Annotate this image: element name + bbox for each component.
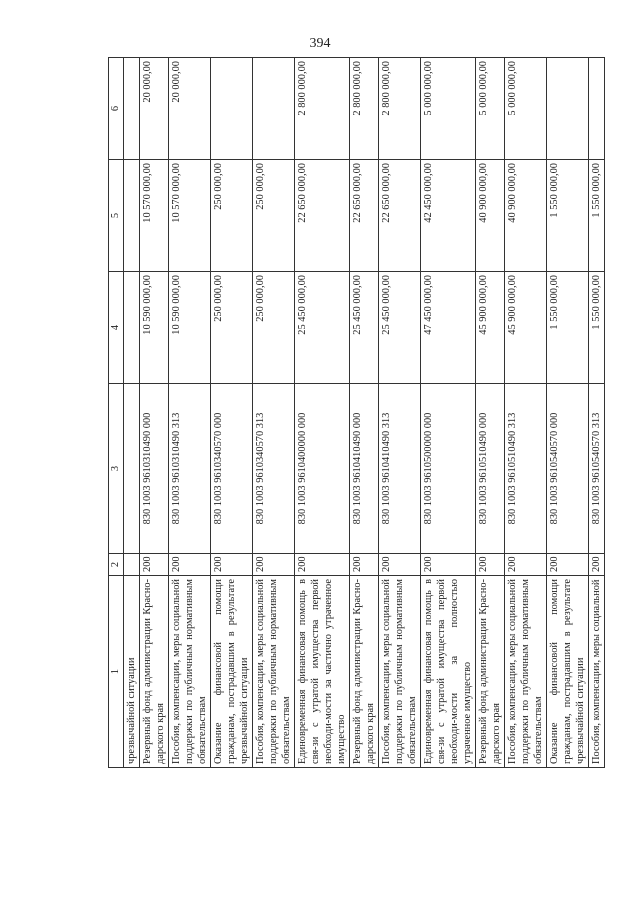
row-name: Единовременная финансовая помощь в свя-зи с утратой имущества первой необходи-мости за полностью утраченное имущество: [421, 576, 476, 768]
table-row: [547, 58, 589, 768]
row-kbk: 830 1003 9610410490 313: [379, 384, 421, 554]
row-kbk: 830 1003 9610510490 000: [476, 384, 505, 554]
table-row: [169, 58, 211, 768]
row-kbk: 830 1003 9610410490 000: [350, 384, 379, 554]
row-kbk: 830 1003 9610510490 313: [505, 384, 547, 554]
row-amount-col6: [547, 58, 589, 160]
header-col-3: 3: [109, 384, 124, 554]
row-amount-col5: 10 570 000,00: [140, 160, 169, 272]
row-name: Пособия, компенсации, меры социальной поддержки по публичным нормативным обязательствам: [169, 576, 211, 768]
row-name: Резервный фонд администрации Красно-дарского края: [350, 576, 379, 768]
row-amount-col5: 1 550 000,00: [589, 160, 605, 272]
row-amount-col5: 1 550 000,00: [547, 160, 589, 272]
table-row: [421, 58, 476, 768]
row-amount-col4: 25 450 000,00: [379, 272, 421, 384]
header-col-4: 4: [109, 272, 124, 384]
row-amount-col4: 250 000,00: [253, 272, 295, 384]
table-row: [379, 58, 421, 768]
continuation-text: чрезвычайной ситуации: [124, 576, 140, 768]
row-code: 200: [211, 554, 253, 576]
row-kbk: 830 1003 9610340570 000: [211, 384, 253, 554]
row-amount-col4: 1 550 000,00: [547, 272, 589, 384]
row-kbk: 830 1003 9610310490 313: [169, 384, 211, 554]
row-amount-col5: 250 000,00: [253, 160, 295, 272]
row-amount-col4: 10 590 000,00: [140, 272, 169, 384]
row-amount-col6: 2 800 000,00: [295, 58, 350, 160]
row-kbk: 830 1003 9610310490 000: [140, 384, 169, 554]
row-name: Единовременная финансовая помощь в свя-зи с утратой имущества первой необходи-мости за частично утраченное имущество: [295, 576, 350, 768]
row-amount-col5: 42 450 000,00: [421, 160, 476, 272]
table-row: [211, 58, 253, 768]
row-amount-col6: 5 000 000,00: [421, 58, 476, 160]
row-amount-col6: [211, 58, 253, 160]
row-name: Пособия, компенсации, меры социальной поддержки по публичным нормативным обязательствам: [253, 576, 295, 768]
row-amount-col5: 10 570 000,00: [169, 160, 211, 272]
row-code: 200: [253, 554, 295, 576]
row-code: 200: [169, 554, 211, 576]
row-amount-col4: 25 450 000,00: [350, 272, 379, 384]
table-row: [589, 58, 605, 768]
row-kbk: 830 1003 9610500000 000: [421, 384, 476, 554]
row-name: Пособия, компенсации, меры социальной поддержки по публичным нормативным обязательствам: [379, 576, 421, 768]
header-col-2: 2: [109, 554, 124, 576]
row-amount-col6: 20 000,00: [169, 58, 211, 160]
row-kbk: 830 1003 9610400000 000: [295, 384, 350, 554]
row-amount-col6: [589, 58, 605, 160]
row-name: Оказание финансовой помощи гражданам, пострадавшим в результате чрезвычайной ситуации: [211, 576, 253, 768]
row-code: 200: [350, 554, 379, 576]
row-amount-col4: 1 550 000,00: [589, 272, 605, 384]
header-col-5: 5: [109, 160, 124, 272]
row-amount-col4: 45 900 000,00: [505, 272, 547, 384]
continuation-row: [124, 58, 140, 768]
budget-table: [108, 57, 605, 768]
row-amount-col6: 5 000 000,00: [476, 58, 505, 160]
page-number: 394: [309, 36, 331, 51]
table-row: [476, 58, 505, 768]
table-row: [505, 58, 547, 768]
header-row: [109, 58, 124, 768]
row-code: 200: [589, 554, 605, 576]
row-amount-col5: 40 900 000,00: [505, 160, 547, 272]
row-code: 200: [547, 554, 589, 576]
row-amount-col6: 5 000 000,00: [505, 58, 547, 160]
row-amount-col6: 2 800 000,00: [350, 58, 379, 160]
row-code: 200: [421, 554, 476, 576]
table-row: [140, 58, 169, 768]
row-kbk: 830 1003 9610340570 313: [253, 384, 295, 554]
row-amount-col5: 22 650 000,00: [350, 160, 379, 272]
row-amount-col4: 25 450 000,00: [295, 272, 350, 384]
row-amount-col5: 22 650 000,00: [295, 160, 350, 272]
row-amount-col5: 250 000,00: [211, 160, 253, 272]
header-col-1: 1: [109, 576, 124, 768]
row-code: 200: [140, 554, 169, 576]
row-name: Оказание финансовой помощи гражданам, пострадавшим в результате чрезвычайной ситуации: [547, 576, 589, 768]
row-amount-col5: 22 650 000,00: [379, 160, 421, 272]
row-name: Резервный фонд администрации Красно-дарского края: [476, 576, 505, 768]
row-amount-col4: 10 590 000,00: [169, 272, 211, 384]
row-amount-col5: 40 900 000,00: [476, 160, 505, 272]
header-col-6: 6: [109, 58, 124, 160]
row-code: 200: [295, 554, 350, 576]
row-kbk: 830 1003 9610540570 000: [547, 384, 589, 554]
budget-table-container: [108, 58, 600, 768]
row-code: 200: [379, 554, 421, 576]
row-code: 200: [476, 554, 505, 576]
row-amount-col6: [253, 58, 295, 160]
row-amount-col4: 45 900 000,00: [476, 272, 505, 384]
row-name: Резервный фонд администрации Красно-дарского края: [140, 576, 169, 768]
row-kbk: 830 1003 9610540570 313: [589, 384, 605, 554]
row-name: Пособия, компенсации, меры социальной: [589, 576, 605, 768]
table-row: [350, 58, 379, 768]
row-amount-col4: 250 000,00: [211, 272, 253, 384]
row-amount-col6: 20 000,00: [140, 58, 169, 160]
table-row: [295, 58, 350, 768]
row-code: 200: [505, 554, 547, 576]
row-amount-col4: 47 450 000,00: [421, 272, 476, 384]
table-row: [253, 58, 295, 768]
row-name: Пособия, компенсации, меры социальной поддержки по публичным нормативным обязательствам: [505, 576, 547, 768]
row-amount-col6: 2 800 000,00: [379, 58, 421, 160]
